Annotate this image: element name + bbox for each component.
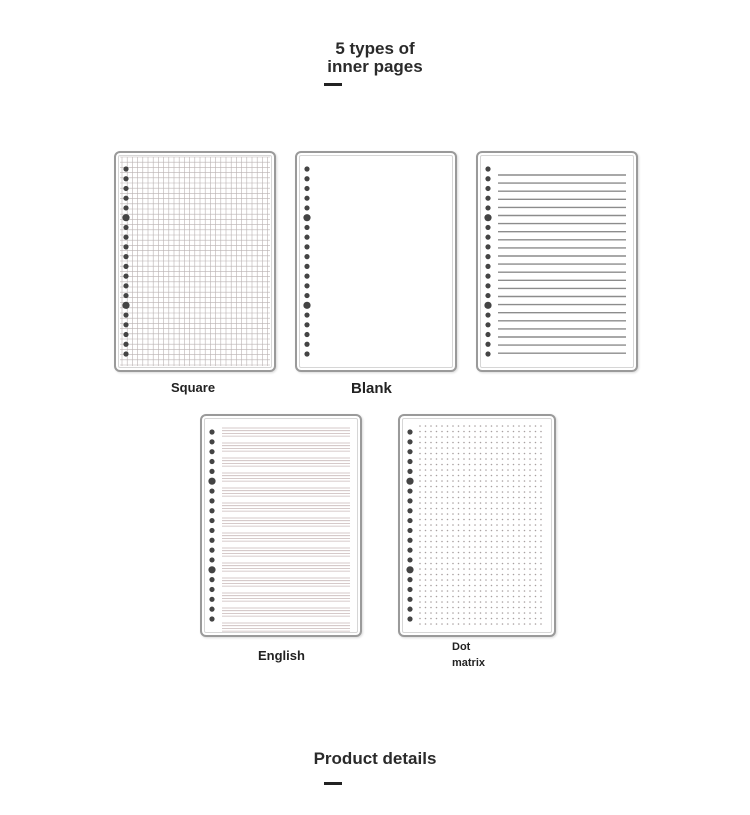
page-pattern: [202, 416, 360, 635]
binder-hole: [407, 469, 412, 474]
binder-hole: [208, 566, 215, 573]
binder-hole: [208, 478, 215, 485]
binder-hole: [123, 342, 128, 347]
title-underline: [324, 83, 342, 86]
details-underline: [324, 782, 342, 785]
binder-hole: [304, 196, 309, 201]
binder-hole: [209, 459, 214, 464]
caption-blank: Blank: [351, 380, 392, 397]
binder-holes: [303, 166, 310, 356]
binder-hole: [303, 302, 310, 309]
binder-hole: [123, 205, 128, 210]
caption-dot-matrix: [452, 639, 485, 671]
binder-hole: [209, 429, 214, 434]
binder-hole: [123, 254, 128, 259]
binder-hole: [209, 498, 214, 503]
section-title-line-1: 5 types of: [335, 39, 415, 58]
binder-hole: [407, 518, 412, 523]
caption-square: Square: [171, 380, 216, 395]
caption-english: English: [258, 648, 305, 663]
binder-hole: [123, 244, 128, 249]
binder-hole: [485, 264, 490, 269]
binder-holes: [122, 166, 129, 356]
binder-hole: [304, 166, 309, 171]
binder-hole: [303, 214, 310, 221]
binder-hole: [485, 196, 490, 201]
binder-hole: [209, 508, 214, 513]
binder-hole: [123, 264, 128, 269]
caption-dot-line-1: Dot: [452, 641, 471, 653]
binder-hole: [406, 566, 413, 573]
binder-hole: [209, 469, 214, 474]
binder-hole: [485, 342, 490, 347]
binder-hole: [209, 528, 214, 533]
dot-matrix: [419, 425, 542, 625]
binder-hole: [485, 254, 490, 259]
grid-lines: [120, 157, 270, 366]
binder-hole: [209, 577, 214, 582]
binder-hole: [304, 254, 309, 259]
binder-hole: [407, 429, 412, 434]
page-pattern: [400, 416, 554, 635]
binder-hole: [123, 332, 128, 337]
square-grid-page: [114, 151, 276, 372]
english-ruled-lines: [222, 428, 350, 631]
binder-hole: [123, 176, 128, 181]
binder-hole: [485, 235, 490, 240]
binder-hole: [209, 449, 214, 454]
binder-hole: [485, 283, 490, 288]
binder-hole: [209, 616, 214, 621]
binder-hole: [123, 235, 128, 240]
binder-hole: [304, 322, 309, 327]
binder-hole: [485, 166, 490, 171]
binder-hole: [123, 322, 128, 327]
binder-hole: [209, 557, 214, 562]
binder-hole: [123, 283, 128, 288]
english-page: [200, 414, 362, 637]
binder-hole: [485, 312, 490, 317]
lined-page: [476, 151, 638, 372]
binder-holes: [406, 429, 413, 621]
binder-hole: [304, 244, 309, 249]
binder-hole: [407, 577, 412, 582]
binder-hole: [123, 225, 128, 230]
dot-matrix-page: [398, 414, 556, 637]
binder-hole: [485, 225, 490, 230]
binder-hole: [209, 488, 214, 493]
section-title: [0, 40, 750, 76]
binder-hole: [407, 548, 412, 553]
binder-hole: [407, 528, 412, 533]
binder-hole: [123, 166, 128, 171]
binder-hole: [407, 498, 412, 503]
binder-hole: [123, 186, 128, 191]
blank-page: [295, 151, 457, 372]
binder-hole: [304, 186, 309, 191]
binder-hole: [209, 607, 214, 612]
binder-hole: [209, 597, 214, 602]
product-details-title: Product details: [313, 749, 437, 768]
binder-hole: [407, 616, 412, 621]
binder-hole: [304, 235, 309, 240]
binder-hole: [304, 293, 309, 298]
binder-hole: [209, 518, 214, 523]
binder-hole: [407, 538, 412, 543]
binder-hole: [484, 214, 491, 221]
binder-hole: [122, 302, 129, 309]
binder-hole: [485, 293, 490, 298]
binder-hole: [304, 225, 309, 230]
binder-hole: [304, 312, 309, 317]
binder-holes: [484, 166, 491, 356]
binder-hole: [304, 264, 309, 269]
binder-hole: [123, 351, 128, 356]
binder-holes: [208, 429, 215, 621]
caption-dot-line-2: matrix: [452, 657, 486, 669]
binder-hole: [304, 332, 309, 337]
binder-hole: [407, 597, 412, 602]
binder-hole: [123, 274, 128, 279]
binder-hole: [485, 186, 490, 191]
binder-hole: [407, 587, 412, 592]
binder-hole: [484, 302, 491, 309]
page-pattern: [478, 153, 636, 370]
binder-hole: [407, 508, 412, 513]
binder-hole: [485, 322, 490, 327]
binder-hole: [407, 449, 412, 454]
page-pattern: [297, 153, 455, 370]
binder-hole: [304, 283, 309, 288]
binder-hole: [485, 351, 490, 356]
binder-hole: [485, 176, 490, 181]
binder-hole: [407, 607, 412, 612]
binder-hole: [123, 293, 128, 298]
binder-hole: [407, 459, 412, 464]
ruled-lines: [498, 175, 626, 353]
binder-hole: [304, 274, 309, 279]
binder-hole: [209, 587, 214, 592]
binder-hole: [123, 312, 128, 317]
binder-hole: [485, 274, 490, 279]
binder-hole: [209, 548, 214, 553]
binder-hole: [485, 205, 490, 210]
section-title-line-2: inner pages: [327, 57, 423, 76]
page-pattern: [116, 153, 274, 370]
binder-hole: [123, 196, 128, 201]
binder-hole: [304, 205, 309, 210]
binder-hole: [209, 439, 214, 444]
binder-hole: [407, 439, 412, 444]
binder-hole: [304, 342, 309, 347]
binder-hole: [406, 478, 413, 485]
binder-hole: [304, 176, 309, 181]
binder-hole: [304, 351, 309, 356]
binder-hole: [407, 488, 412, 493]
binder-hole: [485, 244, 490, 249]
binder-hole: [209, 538, 214, 543]
binder-hole: [122, 214, 129, 221]
binder-hole: [407, 557, 412, 562]
binder-hole: [485, 332, 490, 337]
